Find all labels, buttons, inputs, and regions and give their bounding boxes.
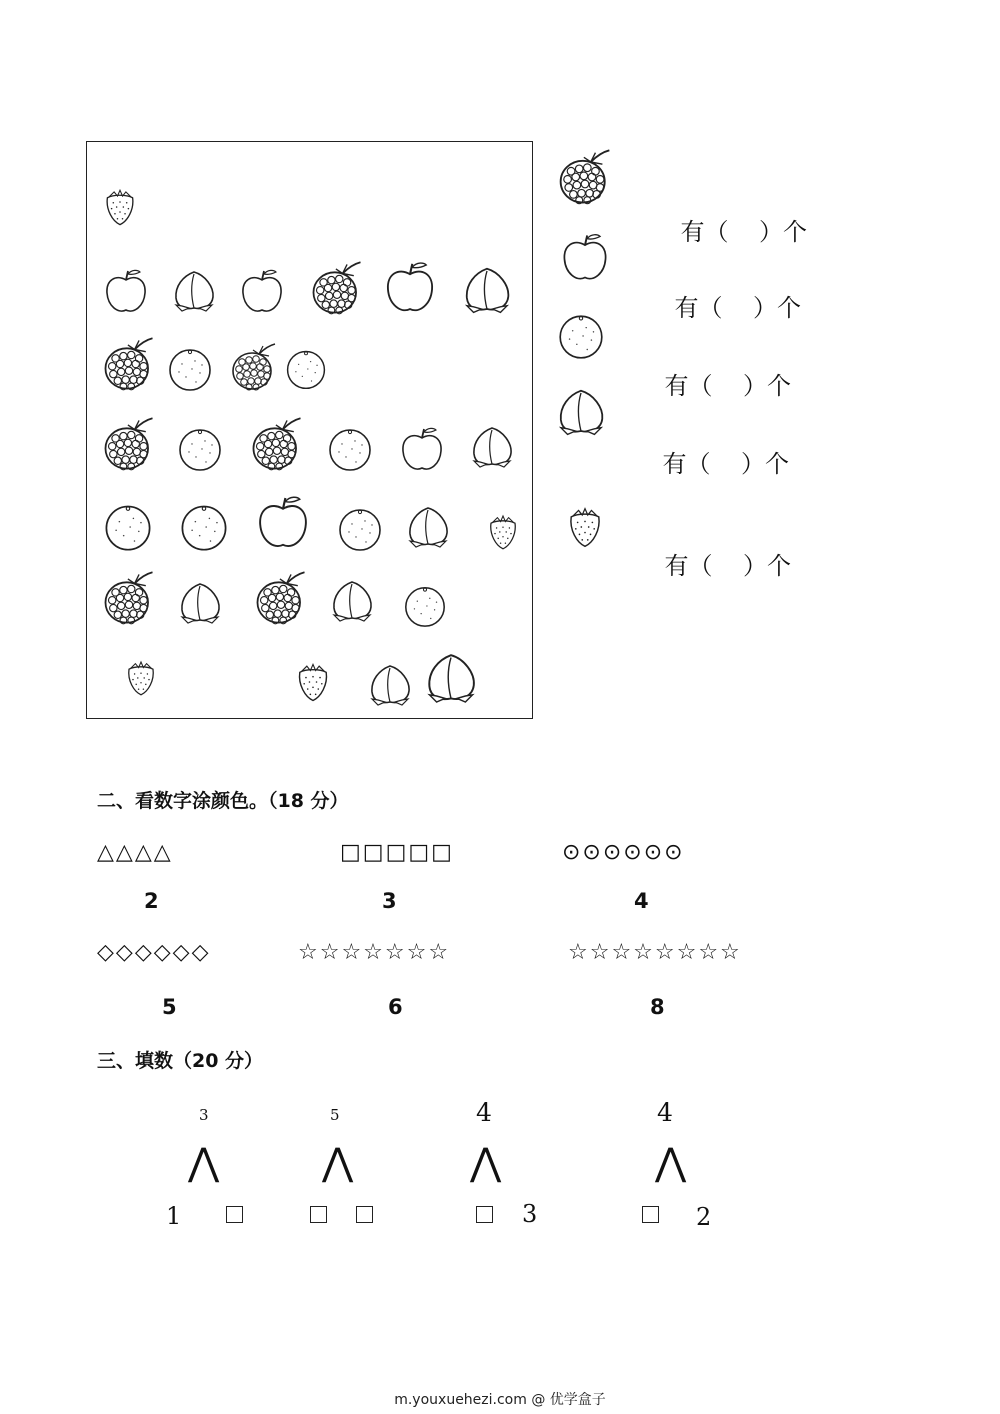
apple-icon: [237, 266, 287, 316]
bond-branch: ⋀: [322, 1140, 354, 1184]
strawberry-icon: [483, 510, 523, 554]
count-row-peach: [632, 416, 789, 507]
raspberry-icon: [101, 570, 157, 626]
answer-box[interactable]: [476, 1206, 493, 1223]
count-row-strawberry: [634, 518, 791, 609]
square-group[interactable]: □□□□□: [340, 840, 454, 865]
bond-total: 4: [657, 1098, 673, 1127]
raspberry-icon: [229, 342, 279, 392]
orange-icon: [401, 582, 449, 630]
fruit-picture-box: [86, 141, 533, 719]
raspberry-icon: [101, 416, 157, 472]
strawberry-icon: [99, 184, 141, 230]
circle-dot-group[interactable]: ⊙⊙⊙⊙⊙⊙: [562, 840, 685, 865]
answer-box[interactable]: [226, 1206, 243, 1223]
count-row-label: 有（: [662, 450, 711, 478]
answer-blank[interactable]: [711, 450, 742, 478]
count-row-unit: ）个: [753, 294, 802, 322]
answer-blank[interactable]: [713, 372, 744, 400]
star-group[interactable]: ☆☆☆☆☆☆☆☆: [568, 940, 742, 965]
bond-total: 5: [330, 1106, 340, 1124]
apple-icon: [253, 492, 313, 552]
bond-branch: ⋀: [188, 1140, 220, 1184]
bond-branch: ⋀: [655, 1140, 687, 1184]
raspberry-icon: [309, 260, 365, 316]
group-number: 5: [162, 995, 177, 1019]
count-row-unit: ）个: [743, 552, 792, 580]
apple-icon: [381, 258, 439, 316]
answer-blank[interactable]: [723, 294, 754, 322]
orange-icon: [555, 310, 607, 362]
bond-part-right: 2: [696, 1203, 712, 1231]
count-row-label: 有（: [680, 218, 729, 246]
orange-icon: [283, 346, 329, 392]
apple-icon: [397, 424, 447, 474]
count-row-label: 有（: [674, 294, 723, 322]
count-row-label: 有（: [664, 372, 713, 400]
orange-icon: [325, 424, 375, 474]
peach-icon: [403, 502, 453, 552]
peach-icon: [553, 384, 609, 440]
peach-icon: [175, 578, 225, 628]
orange-icon: [175, 424, 225, 474]
page-footer: m.youxuehezi.com @ 优学盒子: [394, 1392, 606, 1408]
diamond-group[interactable]: ◇◇◇◇◇◇: [97, 940, 211, 965]
strawberry-icon: [291, 658, 335, 706]
strawberry-icon: [121, 656, 161, 700]
orange-icon: [165, 344, 215, 394]
answer-box[interactable]: [310, 1206, 327, 1223]
answer-blank[interactable]: [729, 218, 760, 246]
bond-part-left: 1: [166, 1202, 182, 1230]
apple-icon: [558, 230, 612, 284]
peach-icon: [467, 422, 517, 472]
count-row-label: 有（: [664, 552, 713, 580]
group-number: 2: [144, 889, 159, 913]
peach-icon: [459, 262, 515, 318]
answer-blank[interactable]: [713, 552, 744, 580]
peach-icon: [169, 266, 219, 316]
peach-icon: [421, 648, 481, 708]
bond-branch: ⋀: [470, 1140, 502, 1184]
answer-box[interactable]: [642, 1206, 659, 1223]
orange-icon: [101, 500, 155, 554]
raspberry-icon: [249, 416, 305, 472]
group-number: 6: [388, 995, 403, 1019]
orange-icon: [177, 500, 231, 554]
bond-part-right: 3: [522, 1200, 538, 1228]
peach-icon: [365, 660, 415, 710]
star-group[interactable]: ☆☆☆☆☆☆☆: [298, 940, 451, 965]
section-3-title: 三、填数（20 分）: [97, 1050, 264, 1072]
strawberry-icon: [562, 502, 608, 552]
group-number: 3: [382, 889, 397, 913]
count-row-unit: ）个: [743, 372, 792, 400]
raspberry-icon: [253, 570, 309, 626]
group-number: 8: [650, 995, 665, 1019]
raspberry-icon: [556, 148, 614, 206]
peach-icon: [327, 576, 377, 626]
triangle-group[interactable]: △△△△: [97, 840, 173, 865]
answer-box[interactable]: [356, 1206, 373, 1223]
count-row-unit: ）个: [741, 450, 790, 478]
bond-total: 3: [199, 1106, 209, 1124]
raspberry-icon: [101, 336, 157, 392]
count-row-unit: ）个: [759, 218, 808, 246]
section-2-title: 二、看数字涂颜色。（18 分）: [97, 790, 349, 812]
group-number: 4: [634, 889, 649, 913]
orange-icon: [335, 504, 385, 554]
apple-icon: [101, 266, 151, 316]
bond-total: 4: [476, 1098, 492, 1127]
